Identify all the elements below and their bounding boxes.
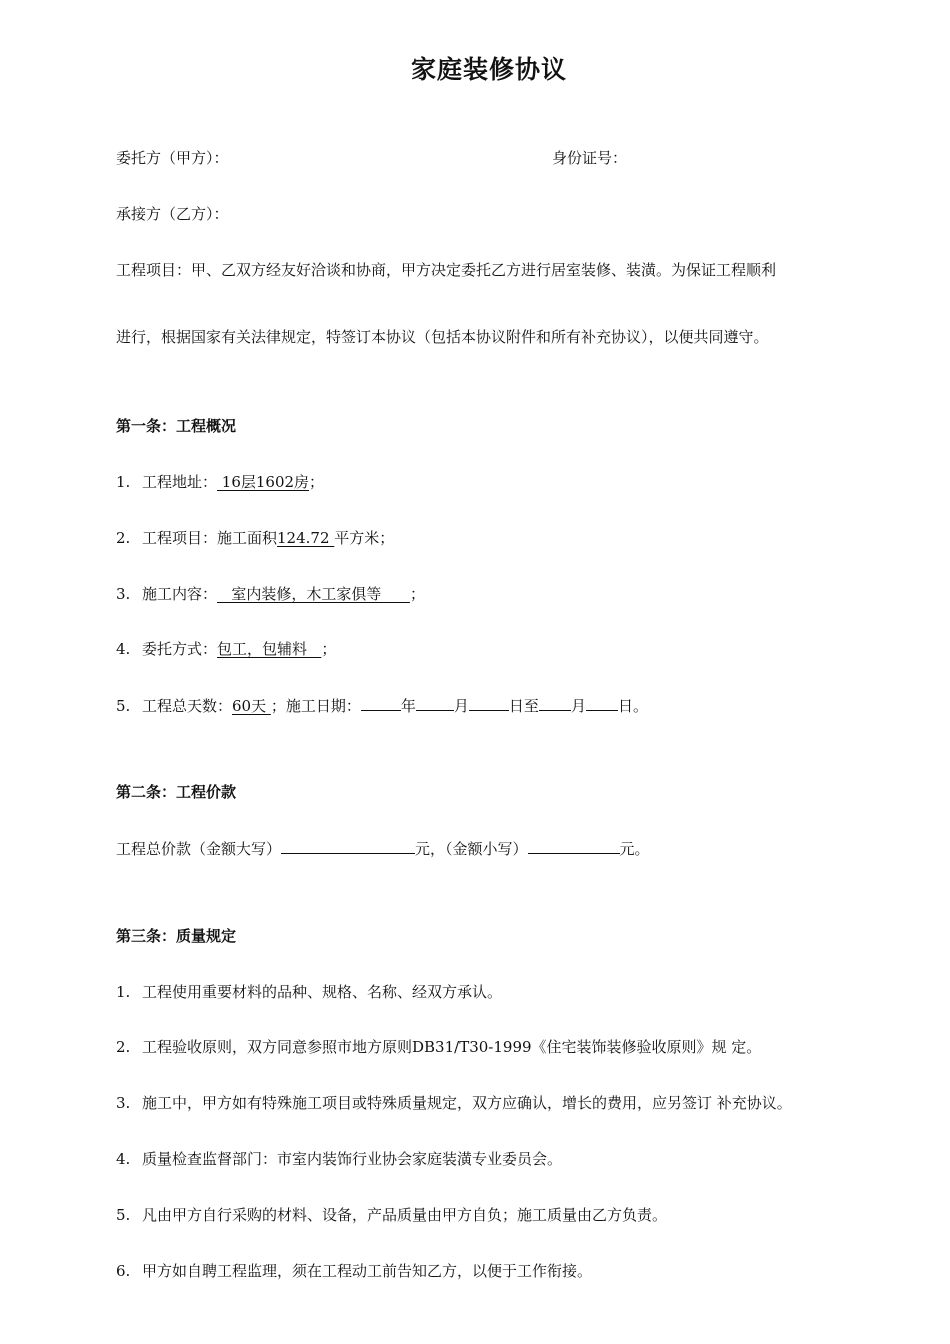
article-1-heading: 第一条：工程概况 [116,417,237,435]
article-3-item [116,982,502,1002]
item-label: 工程总天数： [142,697,233,715]
article-3-item [116,1149,562,1169]
article-3-item [116,1205,667,1225]
item-text: 甲方如自聘工程监理，须在工程动工前告知乙方，以便于工作衔接。 [142,1262,593,1280]
item-number: 2. [116,1038,131,1056]
item-number: 4. [116,1150,131,1168]
party-a-label: 委托方（甲方）： [116,149,229,167]
schedule-label: ；施工日期： [270,697,361,715]
price-end-label: 元。 [619,840,650,858]
item-text: 凡由甲方自行采购的材料、设备，产品质量由甲方自负；施工质量由乙方负责。 [142,1206,668,1224]
id-number-label: 身份证号： [552,149,628,167]
day-to-label: 日至 [508,697,539,715]
item-label: 工程地址： [142,473,218,491]
total-days-value: 60天 [232,697,271,715]
month-label: 月 [453,697,469,715]
document-title: 家庭装修协议 [410,55,567,84]
commission-method-value: 包工，包辅料 [217,640,322,658]
item-number: 3. [116,1094,131,1112]
item-label: 委托方式： [142,640,218,658]
end-label: 日。 [617,697,648,715]
article-3-item [116,1037,761,1057]
item-tail: ； [309,473,325,491]
article-1-item-2 [116,528,394,548]
construction-content-value: 室内装修，木工家俱等 [217,585,410,603]
item-number: 5. [116,697,131,715]
item-number: 5. [116,1206,131,1224]
construction-area-value: 124.72 [277,529,335,547]
item-text: 工程验收原则，双方同意参照市地方原则DB31/T30-1999《住宅装饰装修验收原则》规 定。 [142,1038,762,1056]
article-2-price-line [116,838,650,859]
item-label: 工程项目：施工面积 [142,529,278,547]
price-lowercase-label: 元，（金额小写） [415,840,528,858]
article-3-heading: 第三条：质量规定 [116,927,237,945]
item-label: 施工内容： [142,585,218,603]
item-tail: ； [409,585,425,603]
party-a-line [116,148,229,168]
start-year-blank [361,695,401,711]
article-1-item-5 [116,695,648,716]
item-number: 6. [116,1262,131,1280]
item-text: 工程使用重要材料的品种、规格、名称、经双方承认。 [142,983,503,1001]
start-month-blank [416,695,454,711]
year-label: 年 [400,697,416,715]
end-month-blank [539,695,571,711]
item-number: 4. [116,640,131,658]
article-1-item-1 [116,472,324,492]
item-tail: 平方米； [334,529,395,547]
party-b-line [116,204,229,224]
item-text: 质量检查监督部门：市室内装饰行业协会家庭装潢专业委员会。 [142,1150,563,1168]
month2-label: 月 [570,697,586,715]
id-number-line [552,148,627,168]
start-day-blank [469,695,509,711]
price-uppercase-blank [281,838,415,854]
intro-line-2: 进行，根据国家有关法律规定，特签订本协议（包括本协议附件和所有补充协议），以便共同遵守。 [116,328,769,346]
item-number: 3. [116,585,131,603]
item-number: 1. [116,983,131,1001]
intro-line-1: 工程项目：甲、乙双方经友好洽谈和协商，甲方决定委托乙方进行居室装修、装潢。为保证工程顺利 [116,261,777,279]
item-text: 施工中，甲方如有特殊施工项目或特殊质量规定，双方应确认，增长的费用，应另签订 补充协议。 [142,1094,792,1112]
item-tail: ； [321,640,337,658]
party-b-label: 承接方（乙方）： [116,205,229,223]
article-1-item-3 [116,584,425,604]
price-lowercase-blank [528,838,620,854]
project-address-value: 16层1602房 [217,473,310,491]
price-uppercase-label: 工程总价款（金额大写） [116,840,282,858]
article-2-heading: 第二条：工程价款 [116,783,237,801]
item-number: 2. [116,529,131,547]
end-day-blank [586,695,618,711]
article-1-item-4 [116,639,336,659]
article-3-item [116,1093,792,1113]
article-3-item [116,1261,592,1281]
item-number: 1. [116,473,131,491]
